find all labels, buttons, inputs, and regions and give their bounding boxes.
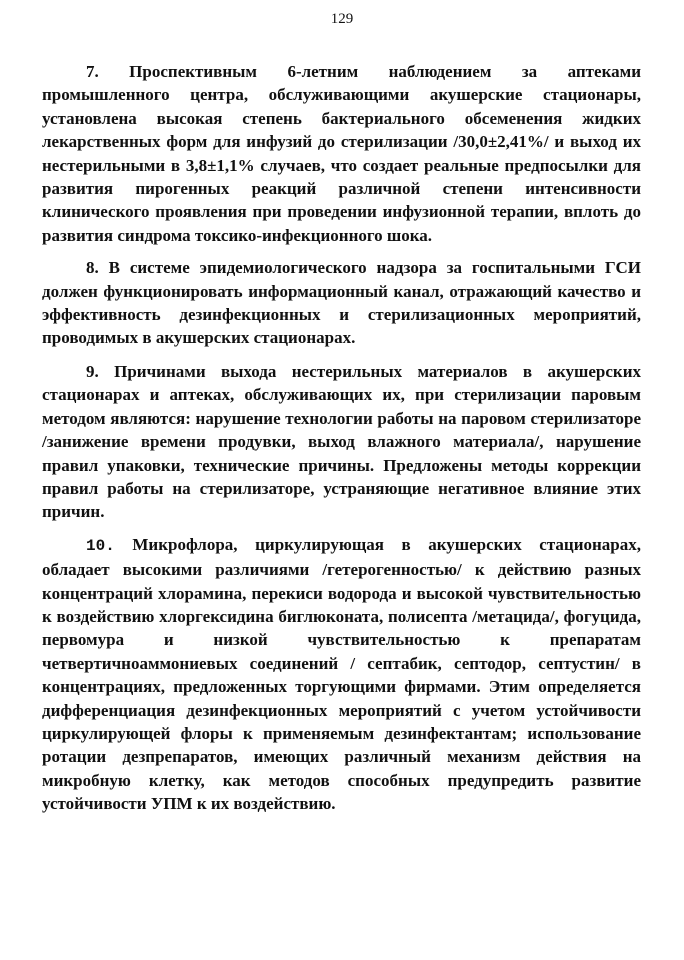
paragraph-10-text: Микрофлора, циркулирующая в акушерских стационарах, обладает высокими различиями /гетерогенностью/ к действию разных концентраций хлорамина, перекиси водорода и высокой чувствительностью к воздействию хлоргексидина биглюконата, полисепта /метацида/, фогуцида, первомура и низкой чувствительностью к препаратам четвертичноаммониевых соединений / септабик, септодор, септустин/ в концентрациях, предложенных торгующими фирмами. Этим определяется дифференциация дезинфекционных мероприятий с учетом устойчивости циркулирующей флоры к применяемым дезинфектантам; использование ротации дезпрепаратов, имеющих различный механизм действия на микробную клетку, как методов способных предупредить развитие устойчивости УПМ к их воздействию. <box>42 534 641 814</box>
page-number: 129 <box>330 11 354 27</box>
paragraph-9: 9. Причинами выхода нестерильных материалов в акушерских стационарах и аптеках, обслуживающих их, при стерилизации паровым методом являются: нарушение технологии работы на паровом стерилизаторе /занижение времени продувки, выход влажного материала/, нарушение правил упаковки, технические причины. Предложены методы коррекции правил работы на стерилизаторе, устраняющие негативное влияние этих причин. <box>42 361 641 522</box>
paragraph-7: 7. Проспективным 6-летним наблюдением за аптеками промышленного центра, обслуживающими акушерские стационары, установлена высокая степень бактериального обсеменения жидких лекарственных форм для инфузий до стерилизации /30,0±2,41%/ и выход их нестерильными в 3,8±1,1% случаев, что создает реальные предпосылки для развития пирогенных реакций различной степени интенсивности клинического проявления при проведении инфузионной терапии, вплоть до развития синдрома токсико-инфекционного шока. <box>42 62 641 245</box>
document-body <box>42 60 641 816</box>
paragraph-8: 8. В системе эпидемиологического надзора за госпитальными ГСИ должен функционировать информационный канал, отражающий качество и эффективность дезинфекционных и стерилизационных мероприятий, проводимых в акушерских стационарах. <box>42 258 641 348</box>
paragraph-10 <box>42 533 641 816</box>
paragraph-10-number: 10. <box>86 536 115 555</box>
